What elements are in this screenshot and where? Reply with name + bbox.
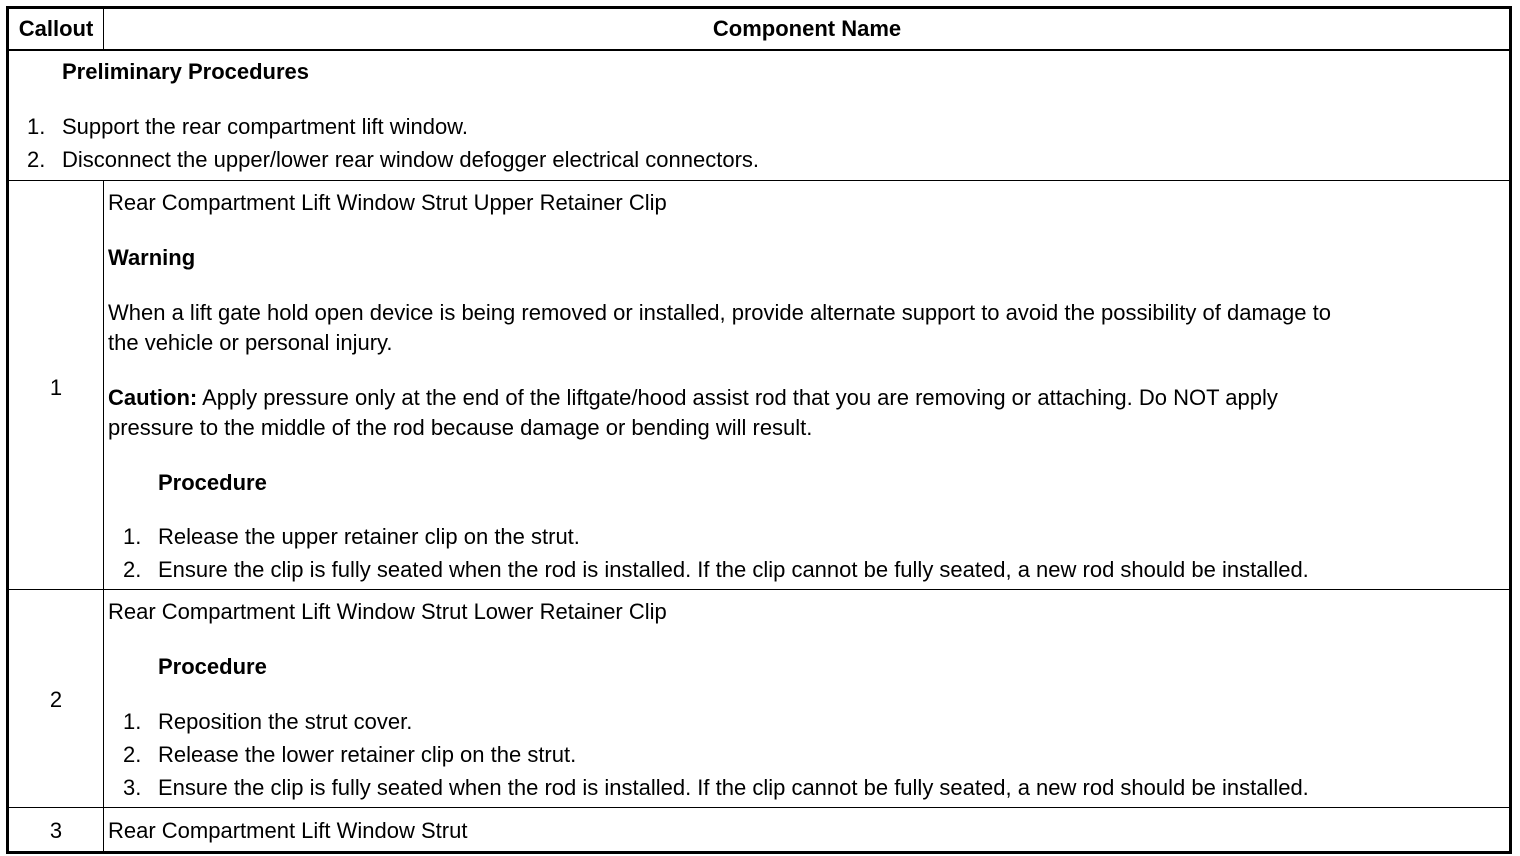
warning-text: When a lift gate hold open device is being removed or installed, provide alternate support to avoid the possibility of damage to: [108, 300, 1331, 325]
step-text: Ensure the clip is fully seated when the rod is installed. If the clip cannot be fully seated, a new rod should be installed.: [158, 557, 1309, 582]
row-separator: [9, 807, 1509, 808]
component-name: Rear Compartment Lift Window Strut Lower Retainer Clip: [108, 599, 667, 624]
warning-title: Warning: [108, 245, 196, 270]
component-table: [6, 6, 1512, 854]
step-number: 2.: [123, 557, 142, 582]
step-text: Release the lower retainer clip on the strut.: [158, 742, 577, 767]
preliminary-step-number: 2.: [27, 147, 46, 172]
caution-text: [108, 385, 1278, 411]
callout-number: 1: [49, 375, 63, 400]
preliminary-step-text: Support the rear compartment lift window.: [62, 114, 468, 139]
warning-text: the vehicle or personal injury.: [108, 330, 393, 355]
step-text: Ensure the clip is fully seated when the rod is installed. If the clip cannot be fully seated, a new rod should be installed.: [158, 775, 1309, 800]
callout-number: 3: [49, 818, 63, 843]
header-separator: [9, 49, 1509, 51]
column-divider: [103, 181, 104, 589]
step-number: 2.: [123, 742, 142, 767]
column-divider: [103, 590, 104, 807]
header-component-name: Component Name: [712, 16, 902, 41]
preliminary-step-number: 1.: [27, 114, 46, 139]
procedure-title: Procedure: [158, 654, 267, 679]
caution-body: Apply pressure only at the end of the liftgate/hood assist rod that you are removing or attaching. Do NOT apply: [197, 385, 1278, 410]
step-number: 1.: [123, 709, 142, 734]
preliminary-title: Preliminary Procedures: [62, 59, 310, 84]
step-number: 1.: [123, 524, 142, 549]
caution-label: Caution:: [108, 385, 198, 410]
header-divider: [103, 9, 104, 49]
callout-number: 2: [49, 687, 63, 712]
caution-text: pressure to the middle of the rod because damage or bending will result.: [108, 415, 813, 440]
procedure-title: Procedure: [158, 470, 267, 495]
step-text: Release the upper retainer clip on the strut.: [158, 524, 580, 549]
component-name: Rear Compartment Lift Window Strut Upper Retainer Clip: [108, 190, 667, 215]
step-text: Reposition the strut cover.: [158, 709, 413, 734]
component-name: Rear Compartment Lift Window Strut: [108, 818, 468, 843]
column-divider: [103, 808, 104, 851]
header-callout: Callout: [18, 16, 94, 41]
row-separator: [9, 180, 1509, 181]
row-separator: [9, 589, 1509, 590]
preliminary-step-text: Disconnect the upper/lower rear window defogger electrical connectors.: [62, 147, 760, 172]
step-number: 3.: [123, 775, 142, 800]
